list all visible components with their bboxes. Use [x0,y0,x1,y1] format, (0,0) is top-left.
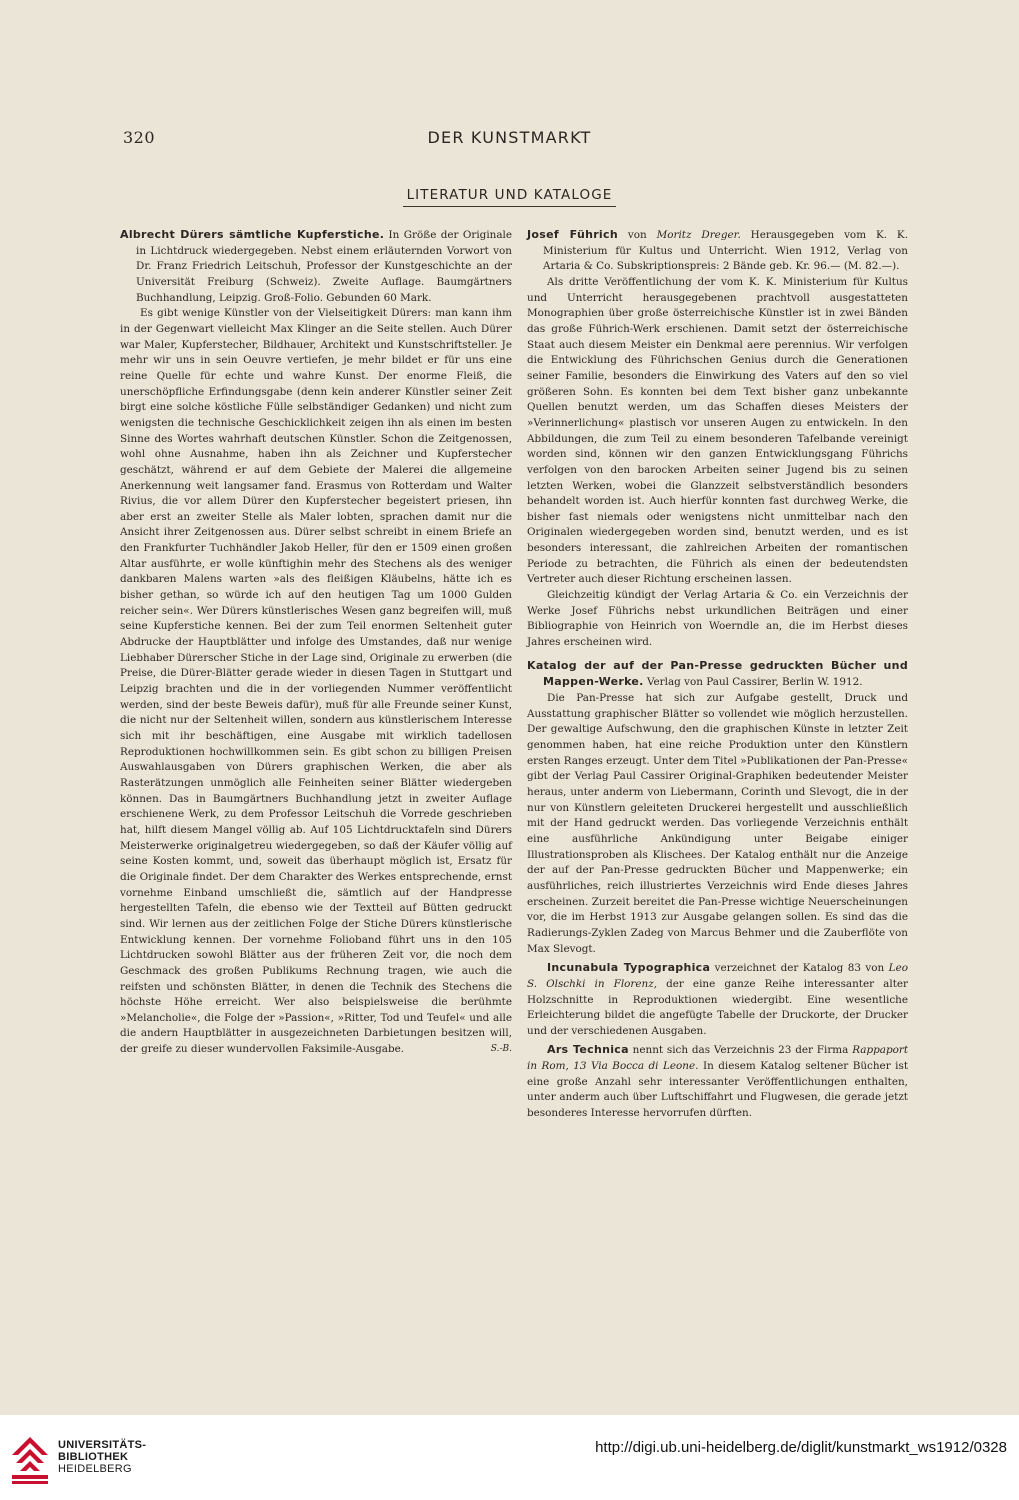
fuhrich-by: von [617,229,657,241]
fuhrich-biblio: Herausgegeben vom K. K. Ministerium für Kultus und Unterricht. Wien 1912, Verlag von Artaria & Co. Subskriptionspreis: 2 Bände geb. Kr. 96.— (M. 82.—). [543,229,908,273]
incunabula-title: Incunabula Typographica [547,961,711,975]
source-url[interactable]: http://digi.ub.uni-heidelberg.de/diglit/kunstmarkt_ws1912/0328 [595,1439,1007,1456]
incunabula-pre: verzeichnet der Katalog 83 von [710,962,889,975]
library-line-1: UNIVERSITÄTS- [58,1439,147,1451]
fuhrich-entry-heading [527,227,908,275]
footer [0,1415,1019,1500]
fuhrich-body-1: Als dritte Veröffentlichung der vom K. K. Ministerium für Kultus und Unterricht herausgegebenen prachtvoll ausgestatteten Monographien über große österreichische Künstler ist in zwei Bänden das große Führich-Werk erschienen. Damit setzt der österreichische Staat auch diesem Meister ein Denkmal aere perennius. Wir verfolgen die Entwicklung des Führichschen Genius durch die Generationen seiner Familie, besonders die Einwirkung des Vaters auf den so viel größeren Sohn. Es konnten bei dem Text bisher ganz unbekannte Quellen benutzt werden, um das Schaffen dieses Meisters der »Verinnerlichung« plastisch vor unseren Augen zu entwickeln. In den Abbildungen, die zum Teil zu einem besonderen Tafelbande vereinigt worden sind, können wir den ganzen Entwicklungsgang Führichs verfolgen von den barocken Arbeiten seiner Jugend bis zu seinen letzten Werken, wobei die Glanzzeit selbstverständlich besonders behandelt worden ist. Auch hierfür konnten fast durchweg Werke, die bisher fast niemals oder wenigstens nicht unmittelbar nach den Originalen wiedergegeben worden sind, benutzt werden, und es ist besonders interessant, die zahlreichen Arbeiten der romantischen Periode zu betrachten, die Führich als einen der bedeutendsten Vertreter auch dieser Richtung erscheinen lassen. [527,275,908,586]
durer-biblio: In Größe der Originale in Lichtdruck wiedergegeben. Nebst einem erläuternden Vorwort von Dr. Franz Friedrich Leitschuh, Professor der Kunstgeschichte an der Universität Freiburg (Schweiz). Zweite Auflage. Baumgärtners Buchhandlung, Leipzig. Groß-Folio. Gebunden 60 Mark. [136,229,512,304]
library-line-2: BIBLIOTHEK [58,1451,129,1463]
ars-pre: nennt sich das Verzeichnis 23 der Firma [628,1044,853,1057]
page-header [0,128,1019,152]
ars-dealer: Rappaport in Rom, 13 Via Bocca di Leone. [527,1044,908,1073]
library-logo-icon [10,1435,50,1485]
pan-entry-heading [527,658,908,691]
incunabula-entry [527,960,908,1039]
incunabula-dealer: Leo S. Olschki in Florenz, [527,962,908,990]
section-title-text: LITERATUR UND KATALOGE [403,187,617,207]
pan-body: Die Pan-Presse hat sich zur Aufgabe gestellt, Druck und Ausstattung graphischer Blätter so vollendet wie möglich herzustellen. Der gewaltige Aufschwung, den die graphischen Künste in letzter Zeit genommen haben, hat eine reiche Produktion unter den Künstlern ersten Ranges erzeugt. Unter dem Titel »Publikationen der Pan-Presse« gibt der Verlag Paul Cassirer Original-Graphiken bedeutender Meister heraus, unter anderm von Liebermann, Corinth und Slevogt, die in der nur von Künstlern geleiteten Druckerei hergestellt und ausschließlich mit der Hand gedruckt werden. Das vorliegende Verzeichnis enthält eine ausführliche Ankündigung unter Beigabe einiger Illustrationsproben als Klischees. Der Katalog enthält nur die Anzeige der auf der Pan-Presse gedruckten Bücher und Mappenwerke; ein ausführliches, reich illustriertes Verzeichnis wird Ende dieses Jahres erscheinen. Zurzeit bereitet die Pan-Presse wichtige Neuerscheinungen vor, die im Herbst 1913 zur Ausgabe gelangen sollen. Es sind das die Radierungs-Zyklen Zadeg von Marcus Behmer und die Zauberflöte von Max Slevogt. [527,692,908,955]
ars-title: Ars Technica [547,1043,629,1057]
right-column [527,227,908,1122]
library-city: HEIDELBERG [58,1463,132,1475]
library-name [58,1439,146,1475]
incunabula-post: der eine ganze Reihe interessanter alter Holzschnitte in Reproduktionen wiedergibt. Eine wesentliche Erleichterung bildet die angefügte Tabelle der Druckorte, der Drucker und der verschiedenen Ausgaben. [527,977,908,1037]
left-column [120,227,512,1058]
ars-post: In diesem Katalog seltener Bücher ist eine große Anzahl sehr interessanter Veröffentlichungen enthalten, unter anderm auch über Luftschiffahrt und Flugwesen, die gerade jetzt besonderes Interesse hervorrufen dürften. [527,1060,909,1120]
section-title [0,184,1019,207]
fuhrich-author: Moritz Dreger. [656,229,741,241]
ars-entry [527,1042,908,1121]
durer-body: Es gibt wenige Künstler von der Vielseitigkeit Dürers: man kann ihm in der Gegenwart vielleicht Max Klinger an die Seite stellen. Auch Dürer war Maler, Kupferstecher, Bildhauer, Architekt und Kunstschriftsteller. Je mehr wir uns in sein Oeuvre vertiefen, je mehr bildet er für uns eine reine Quelle für echte und wahre Kunst. Der enorme Fleiß, die unerschöpfliche Erfindungsgabe (denn kein anderer Künstler seiner Zeit birgt eine solche köstliche Fülle selbständiger Gedanken) und nicht zum wenigsten die technische Geschicklichkeit zeigen ihn als einen im besten Sinne des Wortes wahrhaft deutschen Künstler. Schon die Zeitgenossen, wohl ohne Ausnahme, haben ihn als Zeichner und Kupferstecher geschätzt, während er auf dem Gebiete der Malerei die allgemeine Anerkennung weit langsamer fand. Erasmus von Rotterdam und Walter Rivius, die vor allem Dürer den Kupferstecher begeistert priesen, ihn aber erst an zweiter Stelle als Maler lobten, sprachen damit nur die Ansicht ihrer Zeitgenossen aus. Dürer selbst schreibt in einem Briefe an den Frankfurter Tuchhändler Jakob Heller, für den er 1509 einen großen Altar ausführte, er wolle künftighin mehr des Stechens als des weniger dankbaren Malens warten »als des fleißigen Kläubelns, hätte ich es bisher gethan, so würde ich auf den heutigen Tag um 1000 Gulden reicher sein«. Wer Dürers künstlerisches Wesen ganz begreifen will, muß seine Kupferstiche kennen. Bei der zum Teil enormen Seltenheit guter Abdrucke der Hauptblätter und infolge des Umstandes, daß nur wenige Liebhaber Dürerscher Stiche in der Lage sind, Originale zu erwerben (die Preise, die Dürer-Blätter gerade wieder in diesen Tagen in Stuttgart und Leipzig brachten und die in der vorliegenden Nummer veröffentlicht werden, sind der beste Beweis dafür), muß für alle Freunde seiner Kunst, die nicht nur der Seltenheit willen, sondern aus künstlerischem Interesse sich mit ihr beschäftigen, eine Ausgabe mit wirklich tadellosen Reproduktionen hochwillkommen sein. Es gibt schon zu billigen Preisen Auswahlausgaben von Dürers graphischen Werken, die aber als Rasterätzungen unmöglich alle Feinheiten seiner Blätter wiedergeben können. Das in Baumgärtners Buchhandlung jetzt in zweiter Auflage erschienene Werk, zu dem Professor Leitschuh die Vorrede geschrieben hat, hilft diesem Mangel völlig ab. Auf 105 Lichtdrucktafeln sind Dürers Meisterwerke originalgetreu wiedergegeben, so daß der Käufer völlig auf seine Kosten kommt, und, soweit das überhaupt möglich ist, Ersatz für die Originale findet. Der dem Charakter des Werkes entsprechende, ernst vornehme Einband umschließt die, sämtlich auf der Handpresse hergestellten Tafeln, die ebenso wie der Textteil auf Bütten gedruckt sind. Wir lernen aus der zeitlichen Folge der Stiche Dürers künstlerische Entwicklung kennen. Der vornehme Folioband führt uns in den 105 Lichtdrucken sowohl Blätter aus der früheren Zeit vor, die noch dem Geschmack des großen Publikums Rechnung tragen, wie auch die reifsten und schönsten Blätter, in denen die Technik des Stechens die höchste Höhe erreicht. Wer also beispielsweise die berühmte »Melancholie«, die Folge der »Passion«, »Ritter, Tod und Teufel« und alle die andern Hauptblätter in ausgezeichneten Darbietungen besitzen will, der greife zu dieser wundervollen Faksimile-Ausgabe. [120,307,512,1056]
durer-entry-heading [120,227,512,306]
pan-title: Katalog der auf der Pan-Presse gedruckten Bücher und Mappen-Werke. [527,658,908,689]
durer-signature: S.-B. [490,1044,512,1055]
fuhrich-title: Josef Führich [527,228,618,241]
durer-review [120,306,512,1058]
running-head: DER KUNSTMARKT [427,128,592,147]
fuhrich-body-2: Gleichzeitig kündigt der Verlag Artaria & Co. ein Verzeichnis der Werke Josef Führichs nebst urkundlichen Beiträgen und einer Bibliographie von Heinrich von Woerndle an, die im Herbst dieses Jahres erscheinen wird. [527,589,908,649]
pan-biblio: Verlag von Paul Cassirer, Berlin W. 1912. [643,676,863,689]
durer-title: Albrecht Dürers sämtliche Kupferstiche. [120,228,385,241]
page-number: 320 [123,128,156,147]
